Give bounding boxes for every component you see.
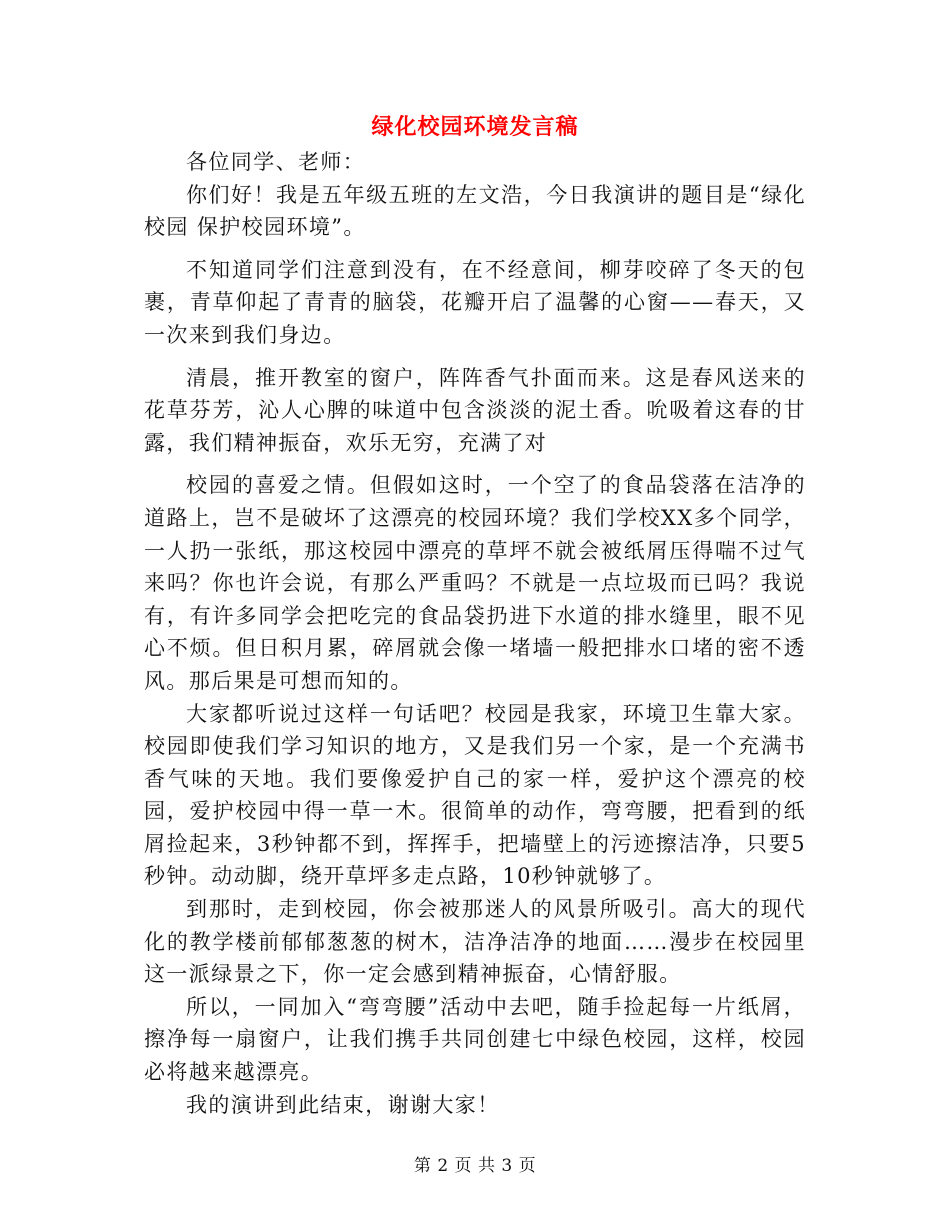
closing-paragraph: 我的演讲到此结束，谢谢大家！ <box>186 1092 500 1117</box>
salutation-paragraph: 各位同学、老师： <box>186 150 366 174</box>
page-number-footer: 第 2 页 共 3 页 <box>413 1156 537 1176</box>
greeting-paragraph: 你们好！我是五年级五班的左文浩，今日我演讲的题目是“绿化校园 保护校园环境”。 <box>144 182 806 240</box>
morning-paragraph: 清晨，推开教室的窗户，阵阵香气扑面而来。这是春风送来的花草芬芳，沁人心脾的味道中包含淡淡的泥土香。吮吸着这春的甘露，我们精神振奋，欢乐无穷，充满了对 <box>144 365 806 455</box>
call-to-action-paragraph: 所以，一同加入“弯弯腰”活动中去吧，随手捡起每一片纸屑，擦净每一扇窗户，让我们携手共同创建七中绿色校园，这样，校园必将越来越漂亮。 <box>144 994 806 1085</box>
document-title: 绿化校园环境发言稿 <box>371 114 579 140</box>
document-body <box>144 146 806 1121</box>
future-campus-paragraph: 到那时，走到校园，你会被那迷人的风景所吸引。高大的现代化的教学楼前郁郁葱葱的树木，洁净洁净的地面……漫步在校园里这一派绿景之下，你一定会感到精神振奋，心情舒服。 <box>144 897 806 987</box>
campus-home-paragraph: 大家都听说过这样一句话吧？校园是我家，环境卫生靠大家。校园即使我们学习知识的地方，又是我们另一个家，是一个充满书香气味的天地。我们要像爱护自己的家一样，爱护这个漂亮的校园，爱护校园中得一草一木。很简单的动作，弯弯腰，把看到的纸屑捡起来，3秒钟都不到，挥挥手，把墙壁上的污迹擦洁净，只要5秒钟。动动脚，绕开草坪多走点路，10秒钟就够了。 <box>144 701 806 889</box>
spring-paragraph: 不知道同学们注意到没有，在不经意间，柳芽咬碎了冬天的包裹，青草仰起了青青的脑袋，花瓣开启了温馨的心窗——春天，又一次来到我们身边。 <box>144 257 806 347</box>
campus-trash-paragraph: 校园的喜爱之情。但假如这时，一个空了的食品袋落在洁净的道路上，岂不是破坏了这漂亮的校园环境？我们学校XX多个同学，一人扔一张纸，那这校园中漂亮的草坪不就会被纸屑压得喘不过气来吗？你也许会说，有那么严重吗？不就是一点垃圾而已吗？我说有，有许多同学会把吃完的食品袋扔进下水道的排水缝里，眼不见心不烦。但日积月累，碎屑就会像一堵墙一般把排水口堵的密不透风。那后果是可想而知的。 <box>144 473 806 693</box>
